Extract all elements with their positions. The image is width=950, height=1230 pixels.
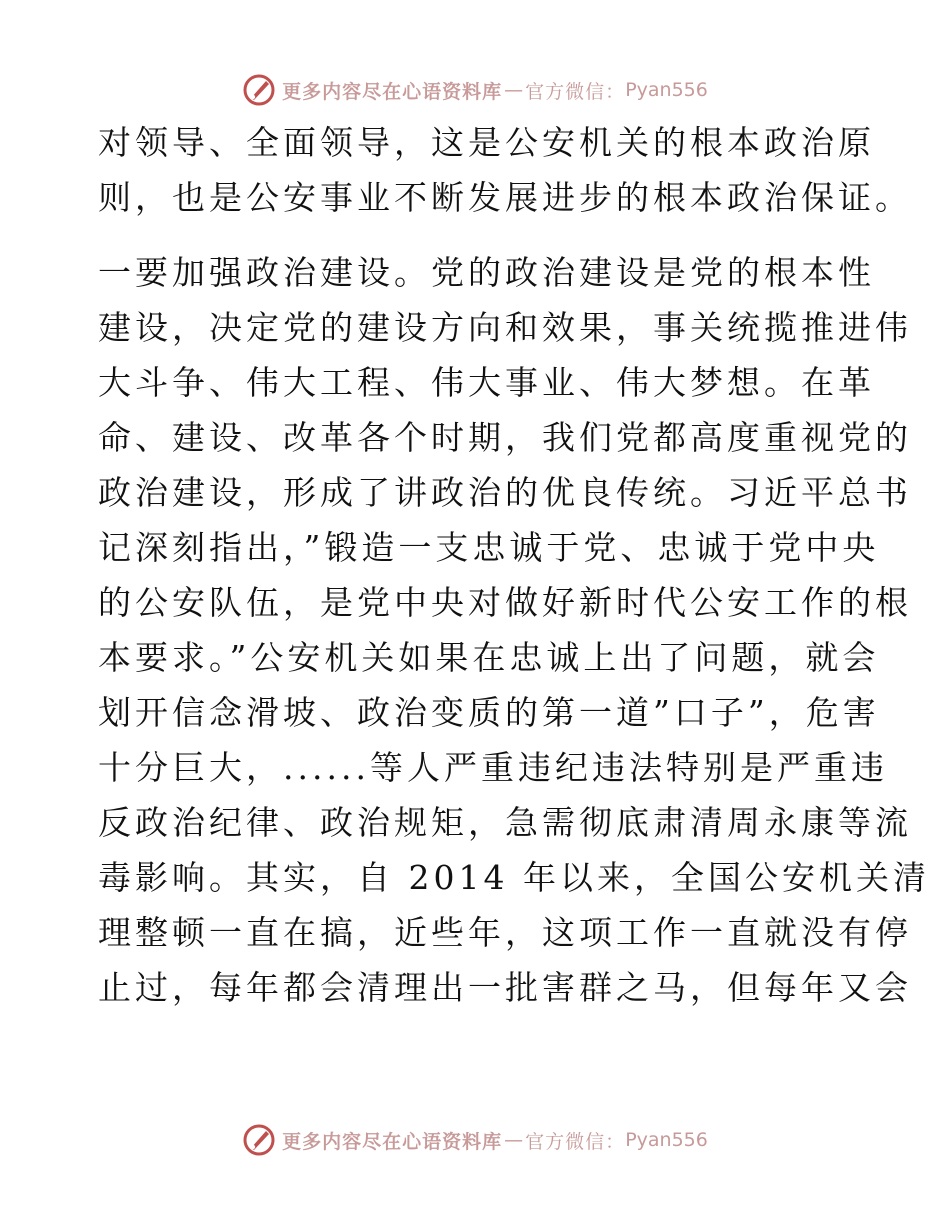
text-line: 一要加强政治建设。党的政治建设是党的根本性 bbox=[98, 253, 875, 292]
text-line: 政治建设，形成了讲政治的优良传统。习近平总书 bbox=[98, 473, 912, 512]
body-text bbox=[98, 123, 930, 1026]
banner-wechat-label: 官方微信： bbox=[525, 1130, 626, 1153]
text-line: 本要求。”公安机关如果在忠诚上出了问题，就会 bbox=[98, 638, 880, 677]
header-banner bbox=[0, 70, 950, 110]
text-line: 毒影响。其实，自 2014 年以来，全国公安机关清 bbox=[98, 858, 930, 897]
text-line: 对领导、全面领导，这是公安机关的根本政治原 bbox=[98, 123, 875, 162]
text-line: 的公安队伍，是党中央对做好新时代公安工作的根 bbox=[98, 583, 912, 622]
text-line: 建设，决定党的建设方向和效果，事关统揽推进伟 bbox=[98, 308, 912, 347]
text-line: 止过，每年都会清理出一批害群之马，但每年又会 bbox=[98, 968, 912, 1007]
text-line: 划开信念滑坡、政治变质的第一道”口子”，危害 bbox=[98, 693, 880, 732]
banner-account: Pyan556 bbox=[625, 1129, 708, 1151]
banner-dash: — bbox=[504, 79, 524, 101]
text-line: 十分巨大，......等人严重违纪违法特别是严重违 bbox=[98, 748, 888, 787]
quill-circle-icon bbox=[242, 1123, 276, 1157]
text-line: 大斗争、伟大工程、伟大事业、伟大梦想。在革 bbox=[98, 363, 875, 402]
banner-wechat-label: 官方微信： bbox=[525, 80, 626, 103]
text-line: 记深刻指出，”锻造一支忠诚于党、忠诚于党中央 bbox=[98, 528, 880, 567]
banner-main-text: 更多内容尽在心语资料库 bbox=[282, 1130, 503, 1153]
banner-dash: — bbox=[504, 1129, 524, 1151]
text-line: 则，也是公安事业不断发展进步的根本政治保证。 bbox=[98, 178, 912, 217]
text-line: 命、建设、改革各个时期，我们党都高度重视党的 bbox=[98, 418, 912, 457]
quill-circle-icon bbox=[242, 73, 276, 107]
banner-account: Pyan556 bbox=[625, 79, 708, 101]
footer-banner bbox=[0, 1120, 950, 1160]
banner-main-text: 更多内容尽在心语资料库 bbox=[282, 80, 503, 103]
text-line: 理整顿一直在搞，近些年，这项工作一直就没有停 bbox=[98, 913, 912, 952]
text-line: 反政治纪律、政治规矩，急需彻底肃清周永康等流 bbox=[98, 803, 912, 842]
